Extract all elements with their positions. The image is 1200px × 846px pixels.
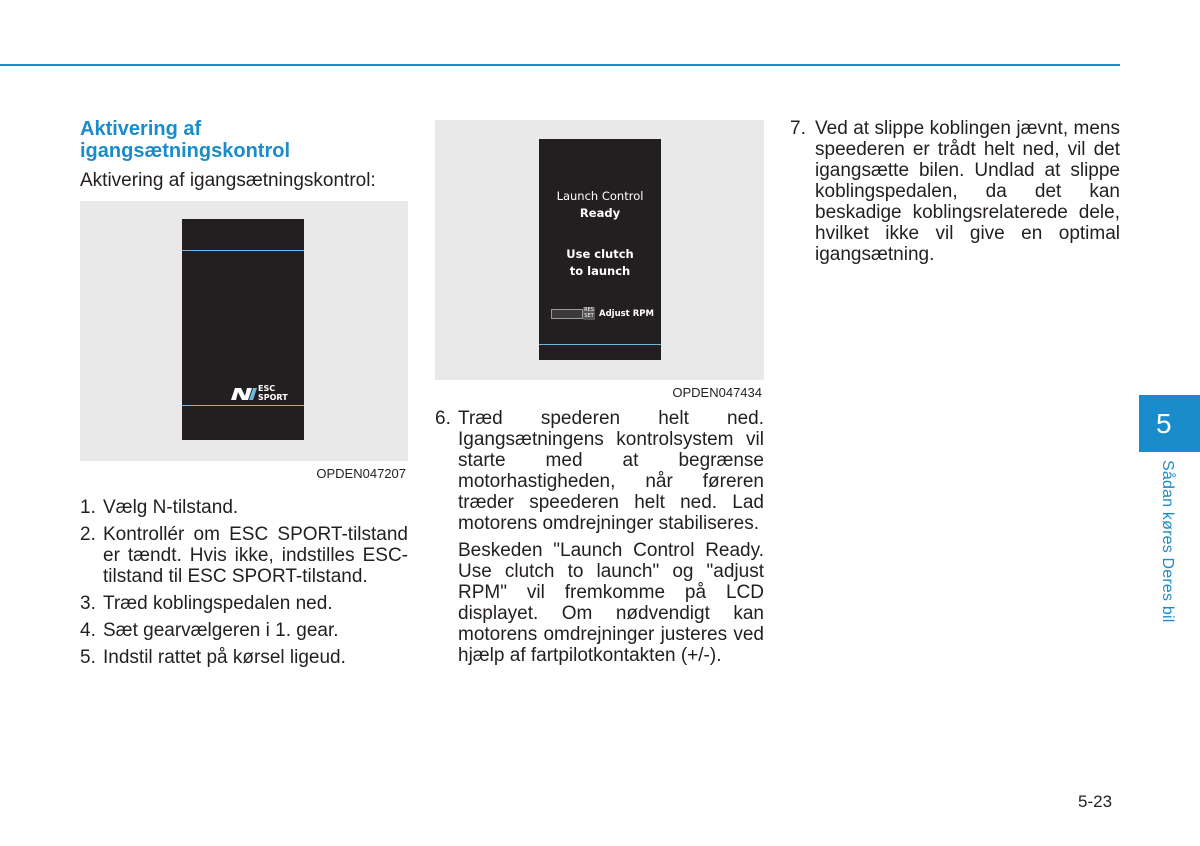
step-number: 3. (80, 593, 96, 614)
step-number: 7. (790, 118, 806, 139)
to-launch-text: to launch (569, 264, 631, 278)
figure-code: OPDEN047434 (672, 385, 762, 400)
step-number: 2. (80, 524, 96, 545)
adjust-rpm-text: Adjust RPM (599, 309, 654, 319)
step-text: Træd spederen helt ned. Igangsætningens kontrolsystem vil starte med at begrænse motorhastigheden, når føreren træder speederen helt ned. Lad motorens omdrejninger stabiliseres. (458, 408, 764, 534)
step-item (80, 524, 408, 587)
display-divider (539, 344, 661, 345)
step-item (80, 593, 408, 614)
esc-sport-label (258, 384, 288, 402)
step-text: Kontrollér om ESC SPORT-tilstand er tændt. Hvis ikke, indstilles ESC-tilstand til ESC SPORT-tilstand. (103, 524, 408, 587)
step-number: 5. (80, 647, 96, 668)
right-column (790, 118, 1120, 265)
ready-text: Ready (579, 206, 621, 220)
step-note: Beskeden "Launch Control Ready. Use clutch to launch" og "adjust RPM" vil fremkomme på LCD displayet. Om nødvendigt kan motorens omdrejninger justeres ved hjælp af fartpilotkontakten (+/-). (458, 540, 764, 666)
page-number: 5-23 (1078, 792, 1113, 811)
set-label: SET (584, 313, 594, 319)
sport-label: SPORT (258, 393, 288, 402)
top-rule (0, 64, 1120, 66)
cluster-display (182, 219, 304, 440)
display-divider (182, 405, 304, 406)
step-number: 1. (80, 497, 96, 518)
steps-list (790, 118, 1120, 265)
chapter-title: Sådan køres Deres bil (1159, 460, 1176, 623)
step-text: Ved at slippe koblingen jævnt, mens speederen er trådt helt ned, vil det igangsætte bilen. Undlad at slippe koblingspedalen, da det kan beskadige koblingsrelaterede dele, hvilket ikke vil give en optimal igangsætning. (815, 118, 1120, 265)
steps-list (435, 408, 764, 534)
step-number: 6. (435, 408, 451, 429)
step-text: Træd koblingspedalen ned. (103, 593, 333, 614)
display-divider (182, 250, 304, 251)
rpm-gauge (551, 309, 583, 319)
step-item (80, 620, 408, 641)
figure-launch-control (435, 120, 764, 400)
middle-column (435, 120, 764, 666)
section-lead: Aktivering af igangsætningskontrol: (80, 170, 376, 191)
steps-list (80, 497, 408, 668)
step-text: Vælg N-tilstand. (103, 497, 239, 518)
n-logo-icon (228, 387, 258, 401)
step-item (80, 647, 408, 668)
step-number: 4. (80, 620, 96, 641)
use-clutch-text: Use clutch (566, 247, 634, 261)
step-item (790, 118, 1120, 265)
step-text: Indstil rattet på kørsel ligeud. (103, 647, 346, 668)
section-heading: Aktivering af igangsætningskontrol (80, 118, 290, 162)
chapter-tab: 5 (1139, 395, 1200, 452)
step-item (80, 497, 408, 518)
esc-label: ESC (258, 384, 276, 393)
res-label: RES (584, 307, 594, 313)
cluster-display (539, 139, 661, 360)
figure-code: OPDEN047207 (316, 466, 406, 481)
left-column (80, 118, 408, 674)
step-item (435, 408, 764, 534)
step-text: Sæt gearvælgeren i 1. gear. (103, 620, 339, 641)
figure-esc-sport (80, 201, 408, 481)
launch-control-text: Launch Control (556, 189, 644, 203)
res-set-switch-icon (583, 307, 595, 320)
